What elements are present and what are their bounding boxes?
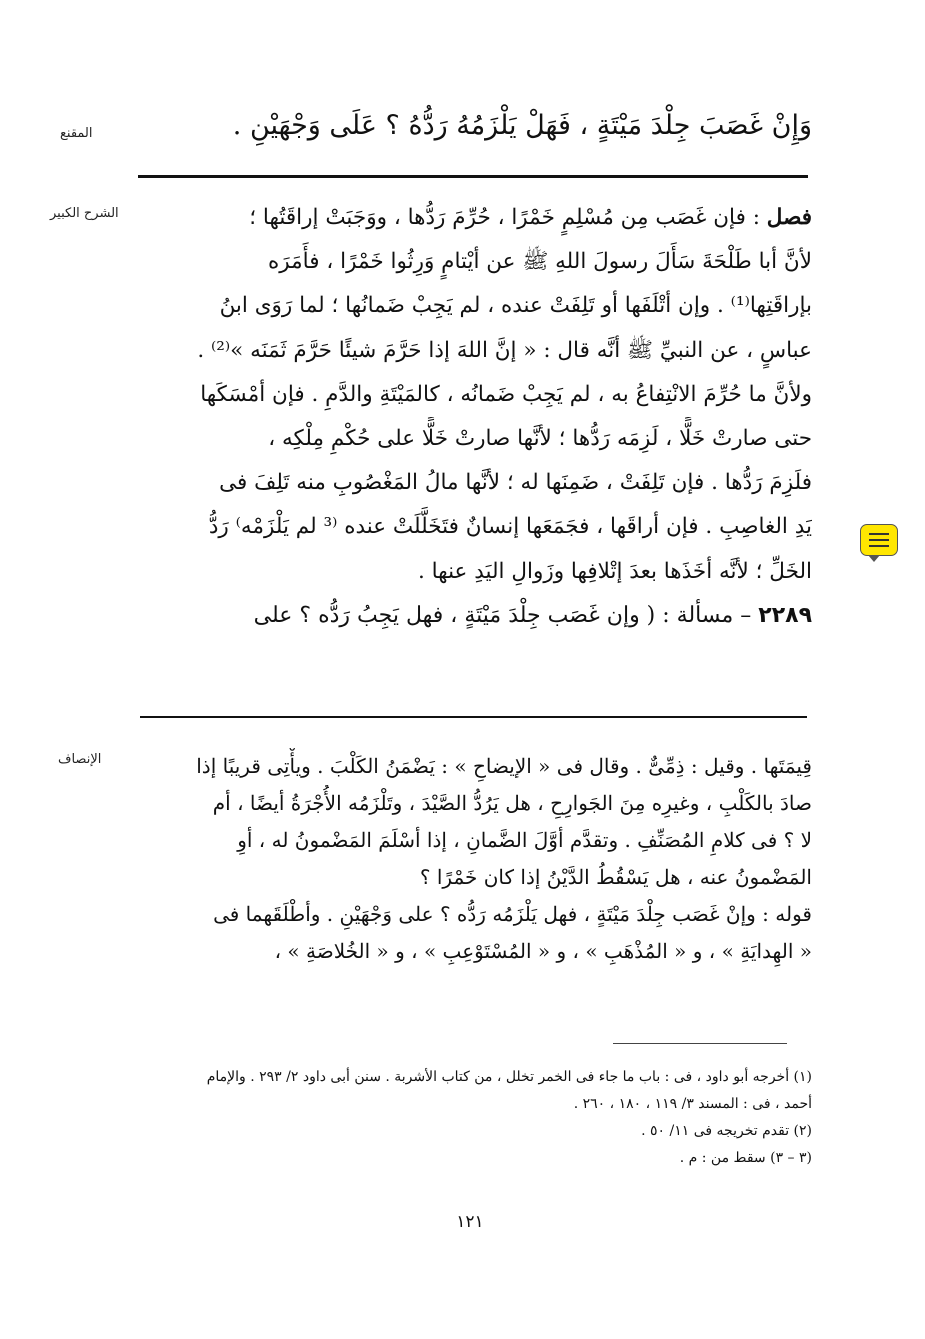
sharh-line-7: فلَزِمَ رَدُّها . فإن تَلِفَتْ ، ضَمِنَها له ؛ لأنَّها مالُ المَغْصُوبِ منه تَلِفَ فى	[219, 470, 812, 496]
sharh-line-4: عباسٍ ، عن النبيِّ ﷺ أنَّه قال : « إنَّ اللهَ إذا حَرَّمَ شيئًا حَرَّمَ ثَمَنَه »⁽²⁾ .	[197, 337, 812, 363]
sticky-note-icon[interactable]	[860, 524, 898, 556]
sharh-line-8: يَدِ الغاصِبِ . فإن أراقَها ، فجَمَعَها إنسانٌ فتَخَلَّلَتْ عنده ⁽³ لم يَلْزَمْه⁾ رَدُّ	[208, 514, 812, 540]
section-divider-middle	[140, 716, 807, 718]
insaf-line-6: « الهِدايَةِ » ، و « المُذْهَبِ » ، و « المُسْتَوْعِبِ » ، و « الخُلاصَةِ » ،	[274, 939, 812, 963]
footnote-divider	[613, 1043, 787, 1044]
sharh-line-5: ولأنَّ ما حُرِّمَ الانْتِفاعُ به ، لم يَجِبْ ضَمانُه ، كالمَيْتَةِ والدَّمِ . فإن أمْسَكَها	[200, 381, 812, 407]
note-line-1	[869, 533, 889, 535]
page-number: ١٢١	[456, 1212, 484, 1232]
footnote-2: (٢) تقدم تخريجه فى ١١/ ٥٠ .	[641, 1123, 812, 1139]
footnotes	[138, 1064, 812, 1172]
insaf-line-1: قِيمَتَها . وقيل : ذِمِّىٌّ . وقال فى « الإيضاحِ » : يَضْمَنُ الكَلْبَ . ويأْتِى قريبًا إذا	[196, 754, 812, 778]
footnote-1-cont: أحمد ، فى : المسند ٣/ ١١٩ ، ١٨٠ ، ٢٦٠ .	[573, 1096, 812, 1112]
sharh-line-3: بإراقَتِها⁽¹⁾ . وإن أتْلَفَها أو تَلِفَتْ عنده ، لم يَجِبْ ضَمانُها ؛ لما رَوَى ابنُ	[219, 293, 812, 319]
side-label-insaf: الإنصاف	[58, 752, 102, 767]
masala-number: ٢٢٨٩	[758, 602, 812, 628]
muqni-text	[138, 104, 812, 148]
note-line-3	[869, 545, 889, 547]
insaf-line-2: صادَ بالكَلْبِ ، وغيرِه مِنَ الجَوارِحِ ، هل يَرُدُّ الصَّيْدَ ، وتَلْزَمُه الأُجْرَةُ أيضًا ، أم	[212, 791, 812, 815]
footnote-3: (٣ – ٣) سقط من : م .	[679, 1150, 812, 1166]
footnote-1: (١) أخرجه أبو داود ، فى : باب ما جاء فى الخمر تخلل ، من كتاب الأشربة . سنن أبى داود ٢/ ٢٩٣ . والإمام	[206, 1069, 812, 1085]
insaf-line-3: لا ؟ فى كلامِ المُصَنِّفِ . وتقدَّم أوَّلَ الضَّمانِ ، إذا أسْلَمَ المَضْمونُ له ، أوِ	[237, 828, 812, 852]
sharh-line-6: حتى صارتْ خَلًّا ، لَزِمَه رَدُّها ؛ لأنَّها صارتْ خَلًّا على حُكْمِ مِلْكِه ،	[268, 425, 812, 451]
masala-text: – مسألة : ( وإن غَصَب جِلْدَ مَيْتَةٍ ، فهل يَجِبُ رَدُّه ؟ على	[253, 602, 752, 628]
sharh-line-1-text: : فإن غَصَب مِن مُسْلِمٍ خَمْرًا ، حُرِّمَ رَدُّها ، ووَجَبَتْ إراقَتُها ؛	[249, 205, 760, 230]
side-label-muqni: المقنع	[60, 126, 93, 141]
sharh-text	[138, 196, 812, 638]
insaf-line-5: قوله : وإنْ غَصَب جِلْدَ مَيْتَةٍ ، فهل يَلْزَمُه رَدُّه ؟ على وَجْهَيْنِ . وأطْلَقَهما فى	[213, 902, 812, 926]
section-divider-top	[138, 175, 808, 178]
insaf-line-4: المَضْمونُ عنه ، هل يَسْقُطُ الدَّيْنُ إذا كان خَمْرًا ؟	[419, 865, 812, 889]
sharh-line-9: الخَلِّ ؛ لأنَّه أخَذَها بعدَ إتْلافِها وزَوالِ اليَدِ عنها .	[417, 558, 812, 584]
masala-line	[138, 594, 812, 638]
sharh-line-1	[138, 196, 812, 240]
note-line-2	[869, 539, 889, 541]
muqni-line: وَإِنْ غَصَبَ جِلْدَ مَيْتَةٍ ، فَهَلْ يَلْزَمُهُ رَدُّهُ ؟ عَلَى وَجْهَيْنِ .	[232, 110, 812, 141]
sharh-line-2: لأنَّ أبا طَلْحَةَ سَأَلَ رسولَ اللهِ ﷺ عن أيْتامٍ وَرِثُوا خَمْرًا ، فأَمَرَه	[268, 249, 812, 275]
insaf-text	[138, 748, 812, 970]
fasl-heading: فصل	[766, 205, 812, 230]
side-label-sharh: الشرح الكبير	[50, 206, 119, 221]
